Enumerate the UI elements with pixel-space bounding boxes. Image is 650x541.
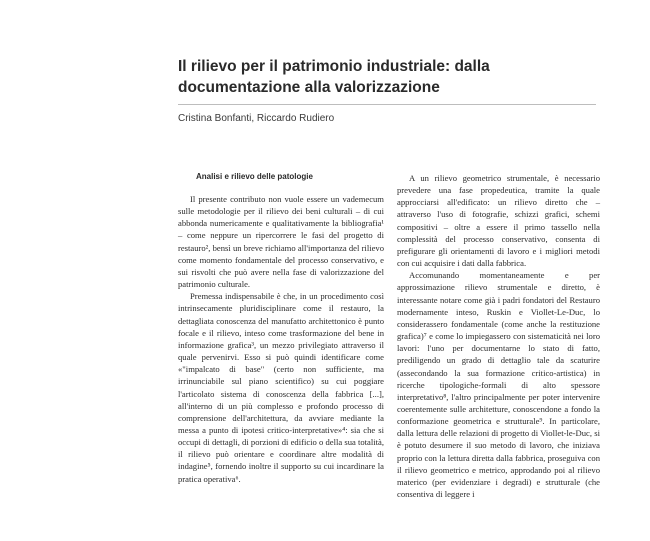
article-authors: Cristina Bonfanti, Riccardo Rudiero [178,113,335,124]
body-paragraph: A un rilievo geometrico strumentale, è necessario prevedere una fase propedeutica, tramite la quale approcciarsi all'edificato: un rilievo diretto che – attraverso l'uso di fotografie, schizzi grafici, schemi compositivi – oltre a essere il primo tassello nella complessità del processo conservativo, consenta di prefigurare gli orientamenti di lavoro e i migliori metodi con cui acquisire i dati dalla fabbrica. [397,173,600,269]
section-heading: Analisi e rilievo delle patologie [196,172,313,181]
left-text-column [178,193,384,485]
body-paragraph: Accomunando momentaneamente e per approssimazione rilievo strumentale e diretto, è interessante notare come già i padri fondatori del Restauro modernamente inteso, Ruskin e Viollet-Le-Duc, lo considerassero fondamentale (come anche la restituzione grafica)⁷ e come lo impiegassero con sistematicità nei loro lavori: l'uno per documentarne lo stato di fatto, prediligendo un grado di dettaglio tale da scaturire (assecondando la sua formazione critico-artistica) in ricerche tipologiche-formali di alto spessore interpretativo⁸, l'altro principalmente per poter intervenire coerentemente sulle architetture, conoscendone a fondo la conformazione geometrica e strutturale⁹. In particolare, dalla lettura delle relazioni di progetto di Viollet-le-Duc, si è potuto desumere il suo metodo di lavoro, che iniziava proprio con la lettura diretta dalla fabbrica, proseguiva con il rilievo geometrico e metrico, approdando poi al rilievo materico (per evidenziare i degradi) e strutturale (che consentiva di leggere i [397,270,600,500]
right-text-column [397,172,600,500]
article-title: Il rilievo per il patrimonio industriale: dalla documentazione alla valorizzazione [178,58,490,96]
body-paragraph: Il presente contributo non vuole essere un vademecum sulle metodologie per il rilievo dei beni culturali – di cui abbonda numericamente e qualitativamente la bibliografia¹ – come neppure un ripercorrere le fasi del progetto di restauro², bensì un breve richiamo all'importanza del rilievo come momento fondamentale del processo conservativo, e sui risvolti che può avere nella fase di valorizzazione del patrimonio culturale. [178,194,384,290]
title-divider [178,104,596,105]
body-paragraph: Premessa indispensabile è che, in un procedimento così intrinsecamente pluridisciplinare come il restauro, la dettagliata conoscenza del manufatto architettonico è punto focale e il rilievo, inteso come trasformazione del bene in informazione grafica³, un mezzo privilegiato attraverso il quale pervenirvi. Esso si può quindi identificare come «"impalcato di base" (certo non sufficiente, ma irrinunciabile sul piano scientifico) su cui poggiare l'articolato sistema di conoscenza della fabbrica [...], all'interno di un più complesso e profondo processo di comprensione dell'architettura, da avviare mediante la messa a punto di ipotesi critico-interpretative»⁴: sia che si occupi di dettagli, di porzioni di edificio o della sua totalità, il rilievo può orientare e coordinare altre modalità di indagine⁵, fornendo inoltre il supporto su cui incardinare la pratica operativa⁶. [178,291,384,484]
